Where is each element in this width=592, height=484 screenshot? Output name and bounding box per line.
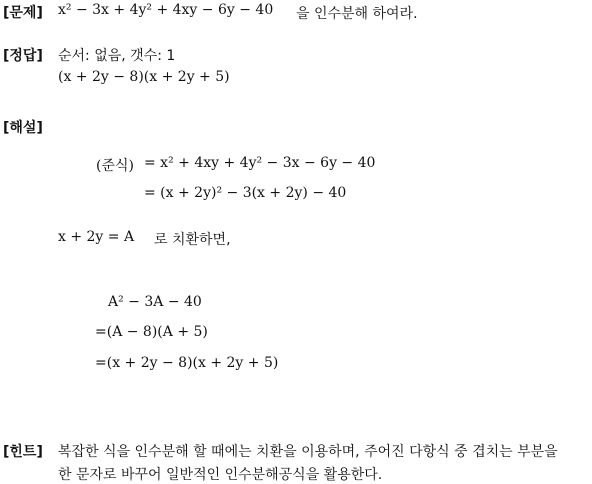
problem-instruction: 을 인수분해 하여라. [296, 6, 418, 22]
problem-expression [58, 2, 273, 18]
substitution-expression: x + 2y = A [58, 229, 135, 245]
solution-given-label: (준식) [96, 158, 134, 174]
solution-line2: = (x + 2y)² − 3(x + 2y) − 40 [144, 185, 347, 201]
answer-expression: (x + 2y − 8)(x + 2y + 5) [58, 69, 230, 85]
solution-step1: A² − 3A − 40 [108, 294, 202, 310]
solution-step3: =(x + 2y − 8)(x + 2y + 5) [95, 355, 279, 371]
solution-step2: =(A − 8)(A + 5) [95, 324, 208, 340]
solution-label: [해설] [3, 120, 43, 136]
substitution-text: 로 치환하면, [154, 232, 231, 248]
answer-label: [정답] [3, 48, 43, 64]
hint-line1: 복잡한 식을 인수분해 할 때에는 치환을 이용하며, 주어진 다항식 중 겹치는 부분을 [58, 444, 558, 460]
hint-line2: 한 문자로 바꾸어 일반적인 인수분해공식을 활용한다. [58, 467, 383, 483]
problem-label: [문제] [3, 5, 43, 21]
answer-meta: 순서: 없음, 갯수: 1 [58, 48, 176, 64]
solution-line1: = x² + 4xy + 4y² − 3x − 6y − 40 [144, 155, 376, 171]
hint-label: [힌트] [3, 444, 43, 460]
problem-expression-text: x² − 3x + 4y² + 4xy − 6y − 40 [58, 2, 274, 18]
